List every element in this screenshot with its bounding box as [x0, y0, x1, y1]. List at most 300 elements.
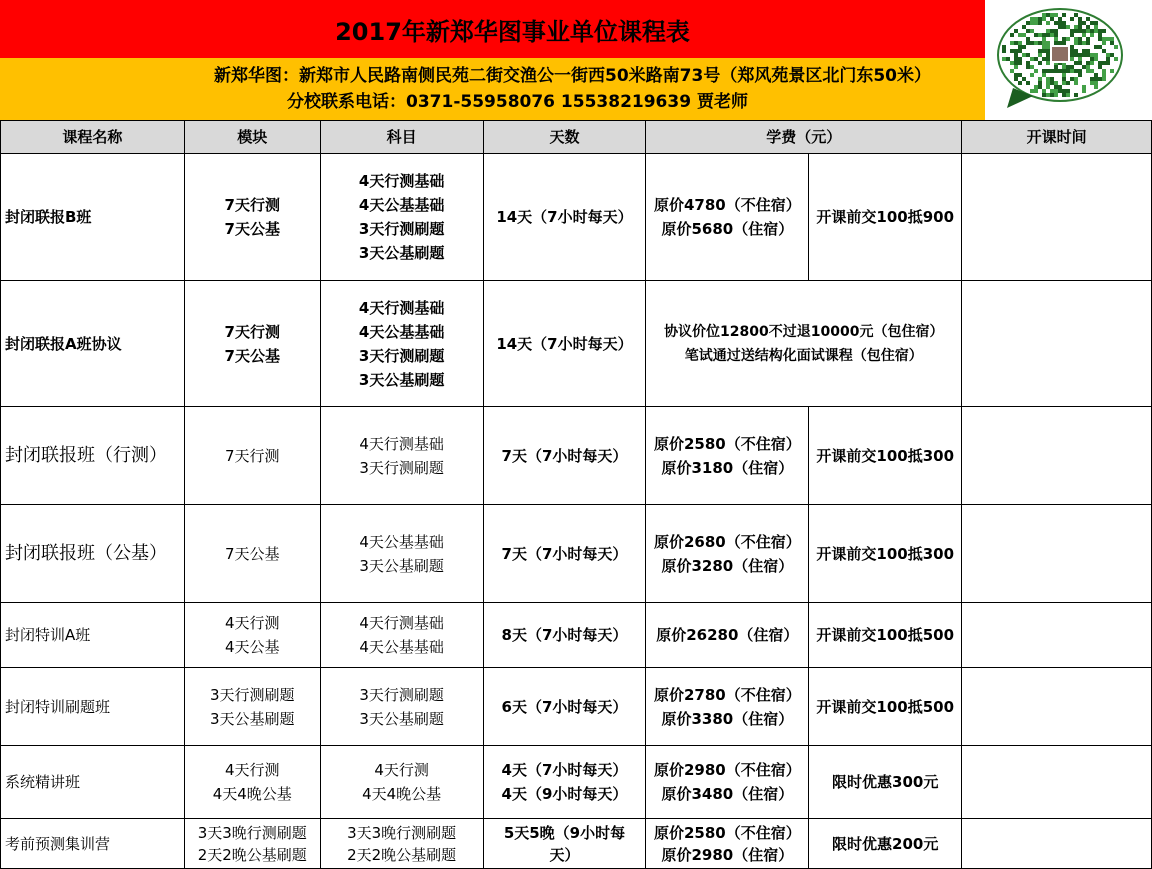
course-name: 封闭联报班（行测）	[1, 407, 185, 505]
fee-line: 原价3280（住宿）	[661, 556, 794, 575]
course-name: 系统精讲班	[1, 746, 185, 819]
subject-line: 3天公基刷题	[359, 556, 444, 575]
days-cell	[483, 505, 646, 603]
course-name: 封闭联报B班	[1, 154, 185, 281]
qr-module	[1014, 53, 1018, 57]
qr-module	[1022, 25, 1026, 29]
qr-module	[1030, 17, 1034, 21]
qr-module	[1026, 81, 1030, 85]
qr-module	[1082, 85, 1086, 89]
module-cell	[184, 819, 320, 869]
course-name: 封闭特训刷题班	[1, 668, 185, 746]
qr-module	[1054, 89, 1058, 93]
qr-module	[1070, 49, 1074, 53]
subject-line: 4天4晚公基	[362, 785, 442, 803]
discount-cell: 限时优惠200元	[809, 819, 962, 869]
qr-module	[1026, 41, 1030, 45]
qr-module	[1102, 49, 1106, 53]
fee-line: 原价4780（不住宿）	[653, 196, 801, 214]
qr-module	[1038, 17, 1042, 21]
qr-module	[1094, 77, 1098, 81]
qr-module	[1054, 69, 1058, 73]
qr-module	[1026, 61, 1030, 65]
module-line: 7天行测	[224, 196, 280, 214]
qr-module	[1074, 69, 1078, 73]
qr-module	[1042, 93, 1046, 97]
qr-module	[1018, 33, 1022, 37]
qr-module	[1058, 21, 1062, 25]
module-line: 4天行测	[225, 614, 280, 632]
qr-module	[1034, 17, 1038, 21]
qr-module	[1050, 69, 1054, 73]
qr-module	[1070, 29, 1074, 33]
qr-module	[1074, 29, 1078, 33]
fee-line: 笔试通过送结构化面试课程（包住宿）	[684, 347, 923, 364]
qr-module	[1054, 41, 1058, 45]
qr-module	[1094, 53, 1098, 57]
qr-module	[1062, 21, 1066, 25]
qr-module	[1054, 65, 1058, 69]
qr-module	[1046, 21, 1050, 25]
qr-module	[1042, 49, 1046, 53]
qr-module	[1098, 33, 1102, 37]
qr-module	[1062, 37, 1066, 41]
qr-module	[1074, 61, 1078, 65]
qr-module	[1106, 53, 1110, 57]
qr-module	[1074, 49, 1078, 53]
module-line: 3天公基刷题	[210, 709, 295, 728]
qr-module	[1062, 93, 1066, 97]
qr-module	[1042, 37, 1046, 41]
qr-module	[1022, 45, 1026, 49]
qr-module	[1078, 41, 1082, 45]
qr-module	[1114, 45, 1118, 49]
module-line: 2天2晚公基刷题	[197, 845, 307, 864]
subjects-cell	[320, 603, 483, 668]
qr-module	[1058, 85, 1062, 89]
qr-module	[1018, 61, 1022, 65]
module-cell	[184, 668, 320, 746]
start-time-cell	[962, 407, 1152, 505]
qr-module	[1070, 17, 1074, 21]
table-header-row	[1, 121, 1152, 154]
qr-module	[1074, 93, 1078, 97]
qr-module	[1018, 57, 1022, 61]
page-title: 2017年新郑华图事业单位课程表	[335, 17, 690, 46]
table-row	[1, 281, 1152, 407]
qr-module	[1046, 69, 1050, 73]
table-row	[1, 668, 1152, 746]
qr-module	[1090, 29, 1094, 33]
subject-line: 4天公基基础	[359, 638, 444, 656]
discount-cell: 限时优惠300元	[809, 746, 962, 819]
qr-module	[1062, 73, 1066, 77]
table-row	[1, 407, 1152, 505]
qr-module	[1018, 73, 1022, 77]
days-line: 14天（7小时每天）	[496, 208, 633, 226]
qr-module	[1082, 53, 1086, 57]
qr-module	[1086, 29, 1090, 33]
qr-module	[1042, 57, 1046, 61]
table-row	[1, 819, 1152, 869]
qr-module	[1054, 37, 1058, 41]
qr-module	[1014, 57, 1018, 61]
qr-module	[1078, 17, 1082, 21]
subject-line: 3天公基刷题	[358, 370, 445, 389]
discount-cell: 开课前交100抵300	[809, 505, 962, 603]
subject-line: 3天3晚行测刷题	[347, 823, 457, 842]
module-cell	[184, 154, 320, 281]
qr-module	[1090, 81, 1094, 85]
col-header-subjects: 科目	[320, 121, 483, 154]
qr-module	[1082, 33, 1086, 37]
qr-module	[1034, 89, 1038, 93]
qr-module	[1078, 69, 1082, 73]
fee-cell	[646, 154, 809, 281]
qr-module	[1078, 61, 1082, 65]
qr-module	[1038, 49, 1042, 53]
col-header-module: 模块	[184, 121, 320, 154]
qr-module	[1078, 53, 1082, 57]
qr-module	[1026, 65, 1030, 69]
qr-module	[1094, 25, 1098, 29]
qr-module	[1022, 53, 1026, 57]
subject-line: 3天行测刷题	[358, 346, 445, 365]
days-cell	[483, 281, 646, 407]
qr-module	[1070, 33, 1074, 37]
qr-module	[1098, 45, 1102, 49]
qr-module	[1066, 65, 1070, 69]
qr-module	[1014, 65, 1018, 69]
fee-line: 原价3480（住宿）	[661, 785, 794, 803]
subject-line: 3天行测刷题	[359, 685, 444, 704]
fee-line: 原价3380（住宿）	[661, 709, 794, 728]
qr-module	[1074, 81, 1078, 85]
qr-module	[1042, 73, 1046, 77]
qr-module	[1046, 77, 1050, 81]
qr-module	[1050, 81, 1054, 85]
fee-line: 原价2580（不住宿）	[653, 823, 801, 842]
qr-module	[1030, 57, 1034, 61]
qr-module	[1058, 17, 1062, 21]
table-row	[1, 505, 1152, 603]
fee-cell	[646, 603, 809, 668]
qr-module	[1094, 29, 1098, 33]
days-cell	[483, 603, 646, 668]
days-line: 5天5晚（9小时每	[503, 823, 626, 842]
qr-module	[1046, 93, 1050, 97]
qr-module	[1098, 61, 1102, 65]
qr-module	[1034, 41, 1038, 45]
qr-module	[1038, 21, 1042, 25]
qr-module	[1046, 41, 1050, 45]
qr-module	[1090, 77, 1094, 81]
module-line: 7天公基	[225, 544, 280, 563]
fee-line: 原价2980（住宿）	[661, 845, 794, 864]
qr-module	[1054, 85, 1058, 89]
qr-module	[1086, 37, 1090, 41]
qr-module	[1102, 29, 1106, 33]
qr-module	[1050, 33, 1054, 37]
qr-module	[1046, 13, 1050, 17]
qr-module	[1090, 57, 1094, 61]
qr-module	[1094, 81, 1098, 85]
start-time-cell	[962, 154, 1152, 281]
qr-module	[1062, 69, 1066, 73]
qr-module	[1090, 69, 1094, 73]
fee-line: 协议价位12800不过退10000元（包住宿）	[664, 323, 944, 340]
qr-module	[1030, 21, 1034, 25]
qr-module	[1058, 41, 1062, 45]
qr-module	[1086, 61, 1090, 65]
qr-module	[1070, 45, 1074, 49]
qr-module	[1082, 41, 1086, 45]
qr-code-icon	[985, 0, 1152, 120]
qr-module	[1042, 33, 1046, 37]
qr-module	[1066, 93, 1070, 97]
days-line: 7天（7小时每天）	[501, 446, 628, 465]
col-header-fee: 学费（元）	[646, 121, 962, 154]
fee-line: 原价3180（住宿）	[661, 458, 794, 477]
qr-module	[1014, 77, 1018, 81]
qr-module	[1094, 85, 1098, 89]
qr-module	[1026, 37, 1030, 41]
course-name: 封闭联报A班协议	[1, 281, 185, 407]
module-line: 4天4晚公基	[212, 785, 292, 803]
qr-module	[1054, 33, 1058, 37]
qr-module	[1086, 25, 1090, 29]
qr-module	[1050, 89, 1054, 93]
qr-module	[1038, 53, 1042, 57]
qr-module	[1058, 25, 1062, 29]
qr-module	[1086, 49, 1090, 53]
qr-module	[1066, 25, 1070, 29]
module-line: 7天公基	[224, 346, 280, 365]
qr-module	[1054, 21, 1058, 25]
qr-module	[1066, 69, 1070, 73]
qr-module	[1018, 45, 1022, 49]
qr-module	[1078, 57, 1082, 61]
qr-module	[1110, 53, 1114, 57]
qr-module	[1034, 21, 1038, 25]
qr-module	[1098, 37, 1102, 41]
qr-module	[1082, 65, 1086, 69]
qr-module	[1026, 21, 1030, 25]
qr-module	[1014, 73, 1018, 77]
start-time-cell	[962, 505, 1152, 603]
qr-module	[1034, 33, 1038, 37]
qr-module	[1062, 13, 1066, 17]
qr-module	[1062, 41, 1066, 45]
qr-module	[1102, 69, 1106, 73]
qr-module	[1014, 29, 1018, 33]
days-line: 7天（7小时每天）	[501, 544, 628, 563]
qr-module	[1042, 41, 1046, 45]
qr-module	[1078, 25, 1082, 29]
qr-module	[1078, 37, 1082, 41]
qr-module	[1078, 21, 1082, 25]
subject-line: 3天行测刷题	[359, 458, 444, 477]
qr-module	[1102, 77, 1106, 81]
qr-module	[1062, 89, 1066, 93]
qr-module	[1042, 89, 1046, 93]
qr-module	[1102, 73, 1106, 77]
qr-module	[1074, 53, 1078, 57]
qr-module	[1018, 49, 1022, 53]
module-cell	[184, 746, 320, 819]
qr-module	[1066, 37, 1070, 41]
qr-module	[1086, 69, 1090, 73]
qr-module	[1030, 29, 1034, 33]
address-text: 新郑华图：新郑市人民路南侧民苑二街交渔公一街西50米路南73号（郑风苑景区北门东50米）	[214, 66, 931, 86]
qr-module	[1102, 41, 1106, 45]
course-name: 封闭联报班（公基）	[1, 505, 185, 603]
module-line: 4天行测	[225, 761, 280, 779]
fee-line: 原价5680（住宿）	[661, 220, 794, 238]
qr-module	[1038, 77, 1042, 81]
module-cell	[184, 281, 320, 407]
qr-module	[1030, 41, 1034, 45]
qr-module	[1094, 57, 1098, 61]
start-time-cell	[962, 281, 1152, 407]
qr-module	[1054, 93, 1058, 97]
qr-module	[1046, 49, 1050, 53]
subjects-cell	[320, 154, 483, 281]
qr-module	[1062, 25, 1066, 29]
qr-module	[1050, 77, 1054, 81]
qr-module	[1078, 29, 1082, 33]
fee-cell	[646, 505, 809, 603]
qr-module	[1082, 49, 1086, 53]
module-cell	[184, 407, 320, 505]
course-table	[0, 120, 1152, 869]
qr-module	[1042, 69, 1046, 73]
qr-module	[1034, 57, 1038, 61]
qr-module	[1070, 57, 1074, 61]
qr-module	[1014, 41, 1018, 45]
qr-module	[1030, 73, 1034, 77]
qr-module	[1090, 53, 1094, 57]
subjects-cell	[320, 407, 483, 505]
qr-module	[1066, 89, 1070, 93]
module-line: 7天公基	[224, 220, 280, 238]
qr-module	[1102, 61, 1106, 65]
qr-module	[1074, 25, 1078, 29]
days-line: 4天（9小时每天）	[501, 785, 628, 803]
qr-module	[1086, 41, 1090, 45]
table-row	[1, 154, 1152, 281]
qr-module	[1058, 69, 1062, 73]
fee-cell	[646, 746, 809, 819]
days-line: 14天（7小时每天）	[496, 334, 633, 353]
qr-module	[1018, 41, 1022, 45]
fee-line: 原价2580（不住宿）	[653, 434, 801, 453]
qr-module	[1026, 29, 1030, 33]
qr-module	[1094, 73, 1098, 77]
qr-module	[1082, 89, 1086, 93]
qr-module	[1074, 41, 1078, 45]
col-header-course-name: 课程名称	[1, 121, 185, 154]
qr-module	[1010, 41, 1014, 45]
qr-module	[1002, 57, 1006, 61]
subject-line: 4天行测基础	[358, 298, 445, 317]
title-banner	[0, 0, 985, 58]
qr-module	[1046, 85, 1050, 89]
qr-module	[1090, 61, 1094, 65]
course-name: 考前预测集训营	[1, 819, 185, 869]
module-line: 3天行测刷题	[210, 685, 295, 704]
qr-module	[1046, 61, 1050, 65]
qr-module	[1074, 37, 1078, 41]
qr-module	[1110, 69, 1114, 73]
subject-line: 3天公基刷题	[358, 244, 445, 262]
discount-cell: 开课前交100抵300	[809, 407, 962, 505]
qr-module	[1046, 57, 1050, 61]
table-row	[1, 603, 1152, 668]
qr-module	[1046, 29, 1050, 33]
subjects-cell	[320, 281, 483, 407]
qr-module	[1070, 53, 1074, 57]
qr-module	[1062, 65, 1066, 69]
subject-line: 4天行测	[374, 761, 429, 779]
start-time-cell	[962, 746, 1152, 819]
qr-module	[1038, 33, 1042, 37]
fee-line: 原价2980（不住宿）	[653, 761, 801, 779]
qr-module	[1070, 65, 1074, 69]
qr-code-graphic	[985, 0, 1152, 120]
fee-line: 原价2780（不住宿）	[653, 685, 801, 704]
qr-module	[1050, 17, 1054, 21]
module-line: 3天3晚行测刷题	[197, 823, 307, 842]
subject-line: 3天行测刷题	[358, 220, 445, 238]
qr-module	[1050, 29, 1054, 33]
qr-module	[1022, 33, 1026, 37]
module-line: 7天行测	[225, 446, 280, 465]
days-cell	[483, 746, 646, 819]
days-cell	[483, 154, 646, 281]
subjects-cell	[320, 505, 483, 603]
qr-module	[1034, 85, 1038, 89]
qr-module	[1094, 21, 1098, 25]
col-header-start-time: 开课时间	[962, 121, 1152, 154]
module-cell	[184, 603, 320, 668]
qr-module	[1086, 17, 1090, 21]
qr-module	[1074, 13, 1078, 17]
qr-module	[1010, 61, 1014, 65]
qr-module	[1034, 69, 1038, 73]
qr-module	[1066, 81, 1070, 85]
qr-module	[1046, 53, 1050, 57]
qr-module	[1054, 81, 1058, 85]
days-cell	[483, 407, 646, 505]
qr-module	[1098, 65, 1102, 69]
qr-module	[1086, 65, 1090, 69]
qr-module	[1110, 41, 1114, 45]
qr-module	[1062, 77, 1066, 81]
subjects-cell	[320, 668, 483, 746]
qr-module	[1098, 29, 1102, 33]
table-row	[1, 746, 1152, 819]
qr-module	[1026, 53, 1030, 57]
qr-module	[1038, 41, 1042, 45]
qr-module	[1030, 89, 1034, 93]
fee-line: 原价2680（不住宿）	[653, 532, 801, 551]
qr-module	[1050, 13, 1054, 17]
fee-cell	[646, 668, 809, 746]
qr-module	[1010, 33, 1014, 37]
qr-module	[1082, 29, 1086, 33]
qr-module	[1010, 49, 1014, 53]
